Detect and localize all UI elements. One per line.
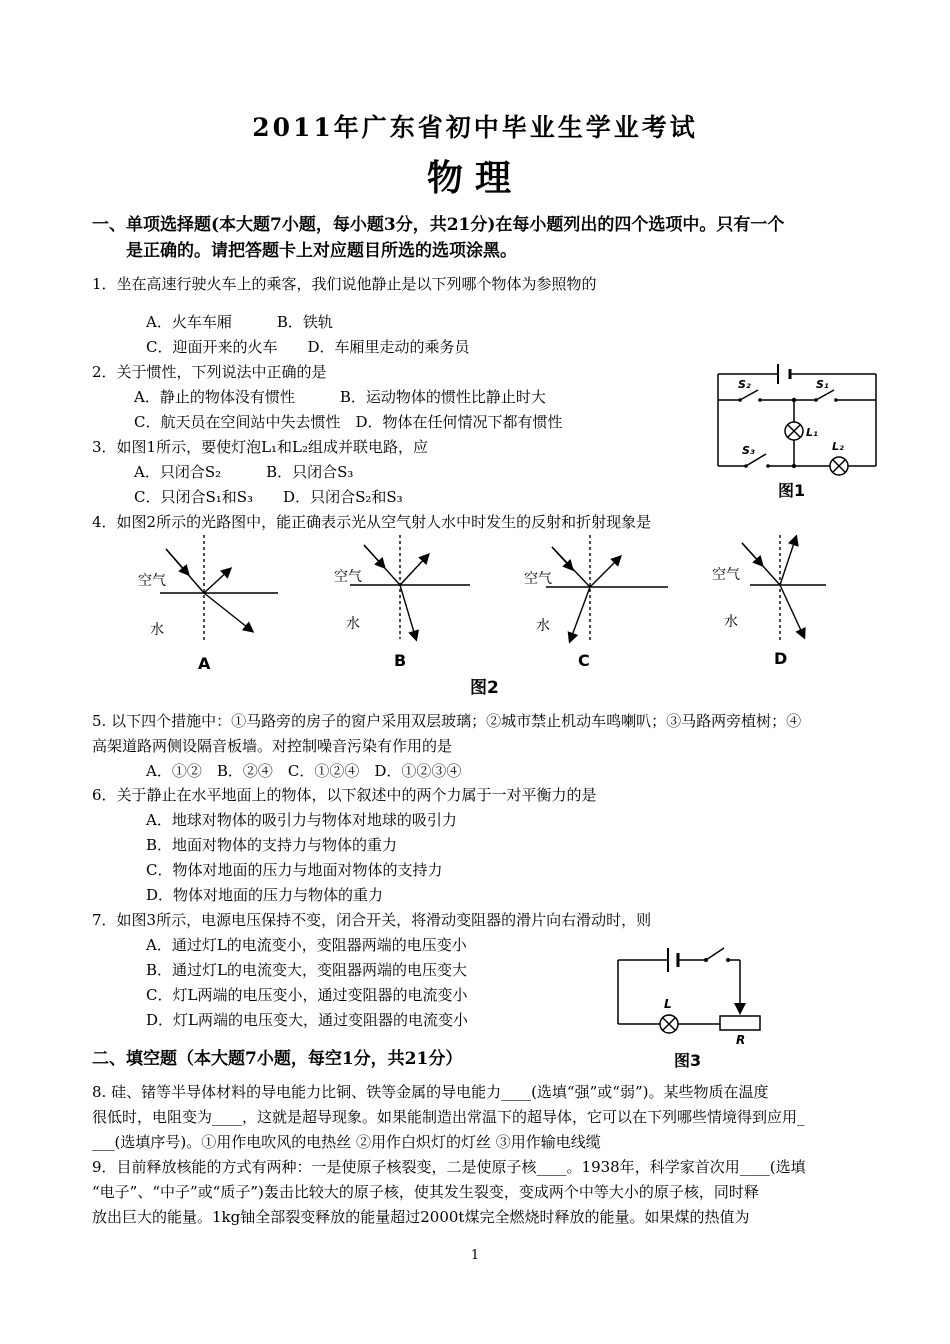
q3-options-row2: C．只闭合S₁和S₃ D．只闭合S₂和S₃ xyxy=(134,488,403,506)
q6-stem: 6．关于静止在水平地面上的物体，以下叙述中的两个力属于一对平衡力的是 xyxy=(92,786,597,804)
fig2-diagram-c xyxy=(546,535,668,643)
q7-option-c: C．灯L两端的电压变小，通过变阻器的电流变小 xyxy=(146,986,468,1004)
figure2-light-paths xyxy=(120,535,840,705)
q3-options-row1: A．只闭合S₂ B．只闭合S₃ xyxy=(134,463,354,481)
fig2-b-water-label: 水 xyxy=(346,616,360,632)
lamp-l1-icon xyxy=(785,422,803,440)
q6-option-d: D．物体对地面的压力与物体的重力 xyxy=(146,886,384,904)
lamp-l-icon xyxy=(660,1015,678,1033)
q2-stem: 2．关于惯性，下列说法中正确的是 xyxy=(92,363,327,381)
fig3-label-l: L xyxy=(664,997,672,1011)
section1-heading-line1: 一、单项选择题(本大题7小题，每小题3分，共21分)在每小题列出的四个选项中。只有一个 xyxy=(92,215,785,235)
fig2-d-water-label: 水 xyxy=(724,614,738,630)
page-number: 1 xyxy=(470,1248,480,1263)
q8-line1: 8. 硅、锗等半导体材料的导电能力比铜、铁等金属的导电能力____(选填“强”或“弱”)。某些物质在温度 xyxy=(92,1083,769,1101)
fig2-d-air-label: 空气 xyxy=(712,567,740,583)
q7-stem: 7．如图3所示，电源电压保持不变，闭合开关，将滑动变阻器的滑片向右滑动时，则 xyxy=(92,911,652,929)
q5-stem-line1: 5. 以下四个措施中：①马路旁的房子的窗户采用双层玻璃；②城市禁止机动车鸣喇叭；③马路两旁植树；④ xyxy=(92,712,802,730)
figure3-circuit xyxy=(612,940,772,1070)
fig1-caption: 图1 xyxy=(778,481,806,500)
q4-stem: 4．如图2所示的光路图中，能正确表示光从空气射人水中时发生的反射和折射现象是 xyxy=(92,513,652,531)
fig2-a-air-label: 空气 xyxy=(138,573,166,589)
q5-options: A．①② B．②④ C．①②④ D．①②③④ xyxy=(146,762,462,780)
fig2-c-water-label: 水 xyxy=(536,618,550,634)
fig2-diagram-b xyxy=(350,535,470,639)
section2-heading: 二、填空题（本大题7小题，每空1分，共21分） xyxy=(92,1049,463,1069)
q1-options-row1: A．火车车厢 B．铁轨 xyxy=(146,313,333,331)
q6-option-b: B．地面对物体的支持力与物体的重力 xyxy=(146,836,398,854)
q8-line3: ___(选填序号)。①用作电吹风的电热丝 ②用作白炽灯的灯丝 ③用作输电线缆 xyxy=(92,1133,601,1151)
lamp-l2-icon xyxy=(830,457,848,475)
q2-options-row2: C．航天员在空间站中失去惯性 D．物体在任何情况下都有惯性 xyxy=(134,413,563,431)
fig2-diagram-a xyxy=(160,535,278,643)
fig2-b-air-label: 空气 xyxy=(334,569,362,585)
subject-title: 物理 xyxy=(426,157,523,199)
fig2-diagram-d xyxy=(742,535,826,643)
exam-title: 2011年广东省初中毕业生学业考试 xyxy=(252,113,698,142)
q9-line3: 放出巨大的能量。1kg铀全部裂变释放的能量超过2000t煤完全燃烧时释放的能量。如果煤的热值为 xyxy=(92,1208,750,1226)
fig2-c-air-label: 空气 xyxy=(524,571,552,587)
fig2-option-d: D xyxy=(774,649,788,668)
q2-options-row1: A．静止的物体没有惯性 B．运动物体的惯性比静止时大 xyxy=(134,388,546,406)
figure1-circuit xyxy=(712,360,882,502)
fig1-label-l1: L₁ xyxy=(806,426,818,439)
q5-stem-line2: 高架道路两侧设隔音板墙。对控制噪音污染有作用的是 xyxy=(92,737,453,755)
q6-option-a: A．地球对物体的吸引力与物体对地球的吸引力 xyxy=(146,811,457,829)
q1-stem: 1．坐在高速行驶火车上的乘客，我们说他静止是以下列哪个物体为参照物的 xyxy=(92,275,597,293)
fig2-option-a: A xyxy=(198,654,211,673)
fig1-label-l2: L₂ xyxy=(832,440,844,453)
q9-line1: 9．目前释放核能的方式有两种：一是使原子核裂变，二是使原子核____。1938年，科学家首次用____(选填 xyxy=(92,1158,806,1176)
fig3-caption: 图3 xyxy=(674,1051,702,1070)
q9-line2: “电子”、“中子”或“质子”)轰击比较大的原子核，使其发生裂变，变成两个中等大小的原子核，同时释 xyxy=(92,1183,759,1201)
fig2-caption: 图2 xyxy=(470,678,499,698)
q6-option-c: C．物体对地面的压力与地面对物体的支持力 xyxy=(146,861,443,879)
q7-option-b: B．通过灯L的电流变大，变阻器两端的电压变大 xyxy=(146,961,467,979)
q7-option-a: A．通过灯L的电流变小，变阻器两端的电压变小 xyxy=(146,936,467,954)
fig1-label-s3: S₃ xyxy=(742,444,755,457)
q7-option-d: D．灯L两端的电压变大，通过变阻器的电流变小 xyxy=(146,1011,468,1029)
fig1-label-s1: S₁ xyxy=(816,378,829,391)
fig2-option-b: B xyxy=(394,651,407,670)
q8-line2: 很低时，电阻变为____，这就是超导现象。如果能制造出常温下的超导体，它可以在下列哪些情境得到应用_ xyxy=(92,1108,805,1126)
section1-heading-line2: 是正确的。请把答题卡上对应题目所选的选项涂黑。 xyxy=(126,241,517,261)
fig1-label-s2: S₂ xyxy=(738,378,751,391)
fig3-label-r: R xyxy=(736,1033,746,1047)
q3-stem: 3．如图1所示，要使灯泡L₁和L₂组成并联电路，应 xyxy=(92,438,429,456)
fig2-a-water-label: 水 xyxy=(150,622,164,638)
fig2-option-c: C xyxy=(578,651,590,670)
q1-options-row2: C．迎面开来的火车 D．车厢里走动的乘务员 xyxy=(146,338,470,356)
